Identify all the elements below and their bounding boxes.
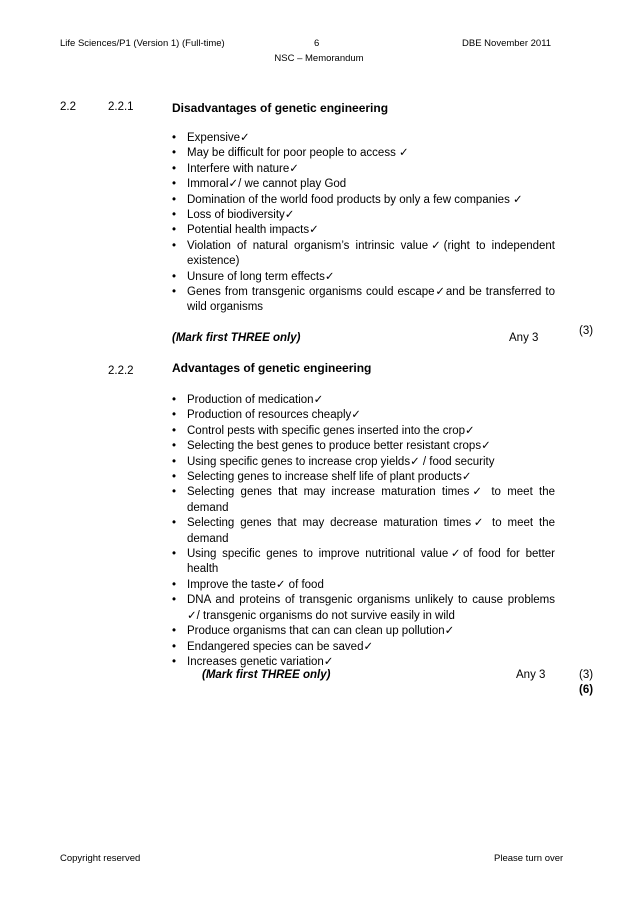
any-count-222: Any 3 <box>516 669 546 681</box>
list-item: • Produce organisms that can can clean up pollution✓ <box>170 624 555 639</box>
list-item: • Increases genetic variation✓ <box>170 655 555 670</box>
mark-instruction-222: (Mark first THREE only) <box>202 669 331 681</box>
footer-left: Copyright reserved <box>60 853 141 864</box>
list-item: • Selecting genes to increase shelf life of plant products✓ <box>170 470 555 485</box>
advantages-list <box>170 393 555 670</box>
list-item: • Selecting genes that may increase maturation times✓ to meet the demand <box>170 485 555 516</box>
list-item: • Production of resources cheaply✓ <box>170 408 555 423</box>
list-item: • Control pests with specific genes inserted into the crop✓ <box>170 424 555 439</box>
header-right: DBE November 2011 <box>462 38 552 49</box>
list-item: • Loss of biodiversity✓ <box>170 208 555 223</box>
any-count-221: Any 3 <box>509 332 539 344</box>
header-left: Life Sciences/P1 (Version 1) (Full-time) <box>60 38 225 49</box>
question-number-222: 2.2.2 <box>108 365 134 377</box>
marks-total: (6) <box>579 684 594 696</box>
question-number-221: 2.2.1 <box>108 101 134 113</box>
list-item: • Violation of natural organism’s intrinsic value✓(right to independent existence) <box>170 239 555 270</box>
list-item: • May be difficult for poor people to access ✓ <box>170 146 555 161</box>
section-number: 2.2 <box>60 101 76 113</box>
list-item: • Potential health impacts✓ <box>170 223 555 238</box>
list-item: • Production of medication✓ <box>170 393 555 408</box>
list-item: • Using specific genes to improve nutritional value✓of food for better health <box>170 547 555 578</box>
marks-221: (3) <box>579 325 594 337</box>
list-item: • Genes from transgenic organisms could escape✓and be transferred to wild organisms <box>170 285 555 316</box>
list-item: • Endangered species can be saved✓ <box>170 640 555 655</box>
heading-advantages: Advantages of genetic engineering <box>172 361 372 375</box>
list-item: • Interfere with nature✓ <box>170 162 555 177</box>
list-item: • Improve the taste✓ of food <box>170 578 555 593</box>
list-item: • Using specific genes to increase crop yields✓ / food security <box>170 455 555 470</box>
marks-222: (3) <box>579 669 594 681</box>
list-item: • DNA and proteins of transgenic organisms unlikely to cause problems ✓/ transgenic organisms do not survive easily in wild <box>170 593 555 624</box>
footer-right: Please turn over <box>494 853 564 864</box>
list-item: • Immoral✓/ we cannot play God <box>170 177 555 192</box>
list-item: • Expensive✓ <box>170 131 555 146</box>
page-number: 6 <box>314 38 320 49</box>
list-item: • Unsure of long term effects✓ <box>170 270 555 285</box>
header-subtitle: NSC – Memorandum <box>274 53 364 64</box>
mark-instruction-221: (Mark first THREE only) <box>172 332 301 344</box>
list-item: • Selecting genes that may decrease maturation times✓ to meet the demand <box>170 516 555 547</box>
disadvantages-list <box>170 131 555 316</box>
list-item: • Domination of the world food products by only a few companies ✓ <box>170 193 555 208</box>
heading-disadvantages: Disadvantages of genetic engineering <box>172 101 389 115</box>
list-item: • Selecting the best genes to produce better resistant crops✓ <box>170 439 555 454</box>
